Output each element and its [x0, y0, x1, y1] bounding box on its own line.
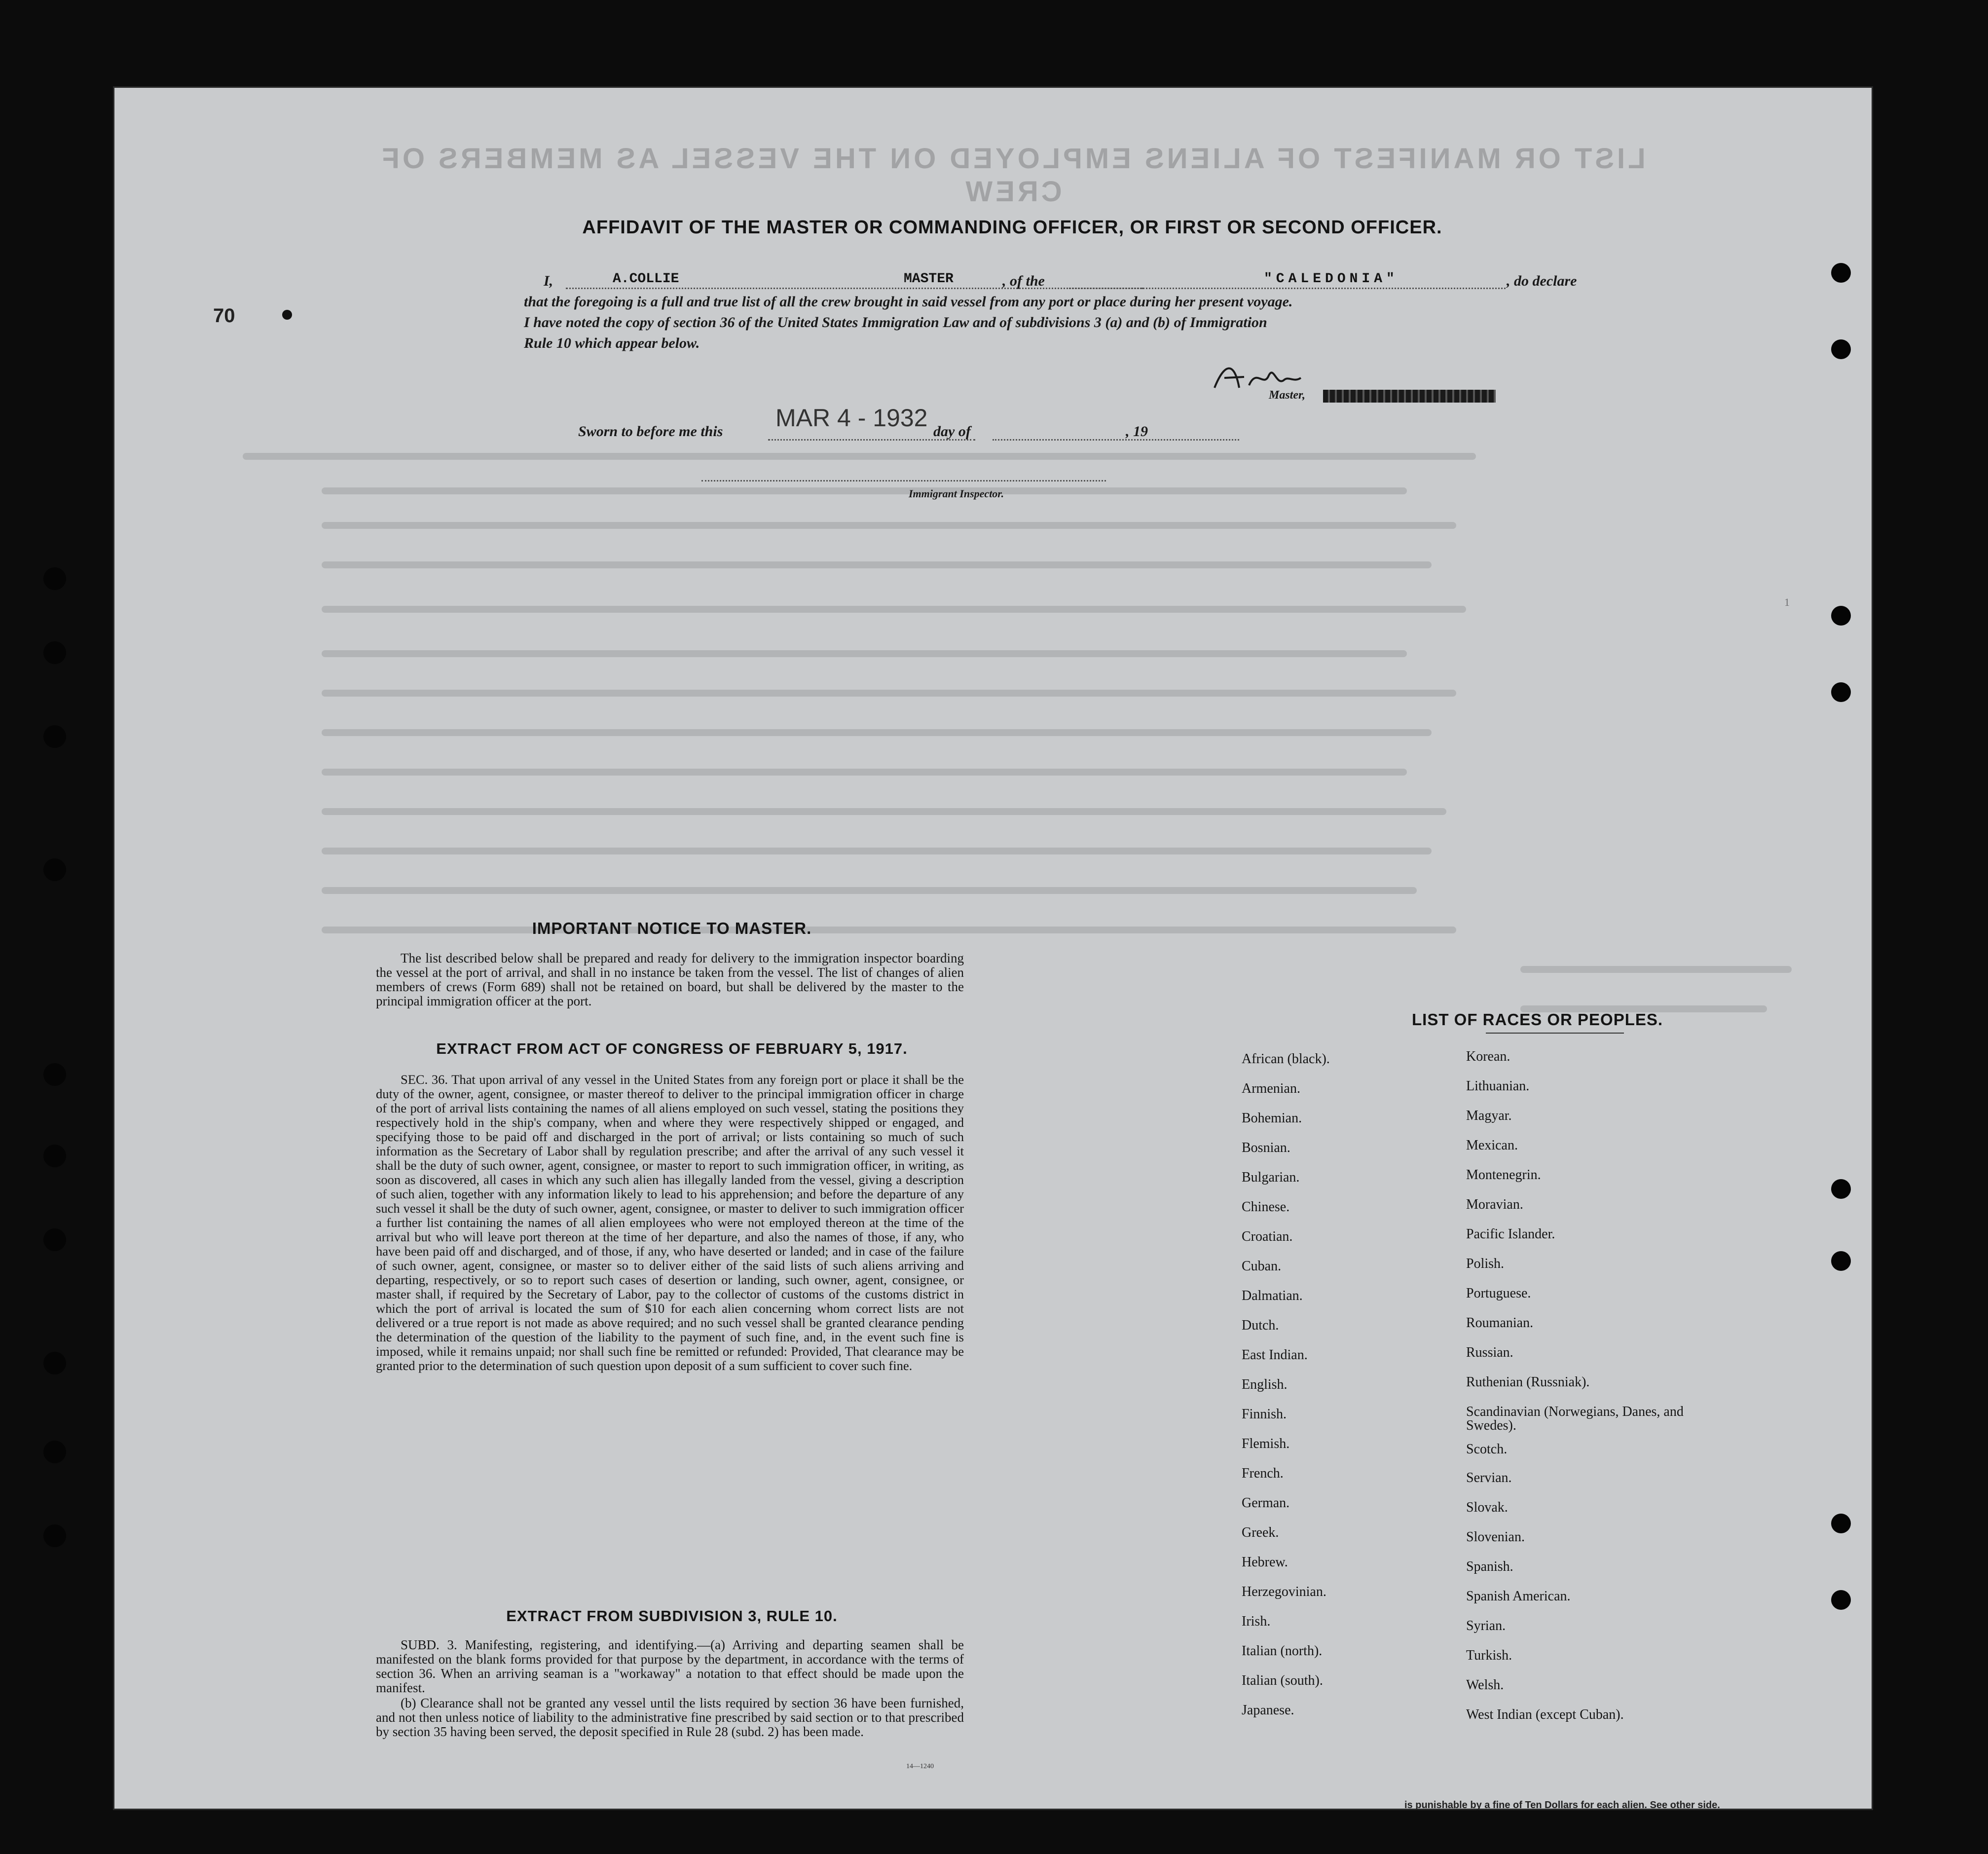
affidavit-line-2: that the foregoing is a full and true list of all the crew brought in said vessel from any port or place during her present voyage. — [524, 294, 1293, 310]
name-rank-line — [566, 288, 1143, 289]
races-heading: LIST OF RACES OR PEOPLES. — [1412, 1010, 1663, 1029]
binding-hole — [1831, 1179, 1851, 1199]
race-item: Syrian. — [1466, 1618, 1506, 1633]
bleed-row — [322, 487, 1407, 494]
race-item: German. — [1242, 1495, 1290, 1511]
bleed-row — [322, 808, 1446, 815]
binding-hole — [43, 1145, 66, 1167]
bleed-row — [322, 848, 1432, 854]
races-left-column — [1242, 1052, 1459, 1733]
binding-hole — [1831, 1590, 1851, 1610]
date-stamp: MAR 4 - 1932 — [775, 404, 928, 432]
rule-heading: EXTRACT FROM SUBDIVISION 3, RULE 10. — [506, 1607, 838, 1625]
bleed-row — [322, 729, 1432, 736]
race-item: Mexican. — [1466, 1138, 1518, 1153]
day-of-label: day of — [933, 423, 971, 440]
race-item: Korean. — [1466, 1049, 1510, 1064]
binding-hole — [1831, 606, 1851, 626]
of-the-label: , of the — [1002, 273, 1045, 289]
race-item: Slovenian. — [1466, 1529, 1525, 1545]
binding-hole — [1831, 339, 1851, 359]
races-right-column — [1466, 1050, 1723, 1738]
race-item: Greek. — [1242, 1525, 1279, 1540]
race-item: Lithuanian. — [1466, 1078, 1530, 1094]
race-item: French. — [1242, 1466, 1284, 1481]
binding-hole — [1831, 263, 1851, 283]
notice-heading: IMPORTANT NOTICE TO MASTER. — [532, 919, 812, 937]
race-item: Moravian. — [1466, 1197, 1523, 1212]
bleed-row — [322, 690, 1456, 697]
races-heading-rule — [1486, 1033, 1624, 1034]
binding-hole — [43, 567, 66, 590]
race-item: Dalmatian. — [1242, 1288, 1303, 1303]
race-item: Russian. — [1466, 1345, 1513, 1360]
race-item: Ruthenian (Russniak). — [1466, 1374, 1590, 1390]
race-item: Japanese. — [1242, 1703, 1294, 1718]
inspector-line — [701, 480, 1106, 482]
master-rank: MASTER — [904, 271, 954, 287]
race-item: Welsh. — [1466, 1677, 1504, 1693]
year-prefix: , 19 — [1126, 423, 1148, 440]
race-item: Irish. — [1242, 1614, 1271, 1629]
manifest-page: LIST OR MANIFEST OF ALIENS EMPLOYED ON THE VESSEL AS MEMBERS OF CREW AFFIDAVIT OF THE MASTER OR COMMANDING OFFICER, OR FIRST OR SECOND OFFICER. I, A.COLLIE MASTER , of the "CALEDONIA" , do declare that the foregoing is a full and true list of all the crew brought in said vessel from any port or place during her present voyage. I have noted the copy of section 36 of the United States Immigration Law and of subdivisions 3 (a) and (b) of Immigration Rule 10 which appear below. 70 Master, Sworn to before me this MAR 4 - 1932 day of , 19 Immigrant Inspector. 1 IMPORTANT NOTICE TO MASTER. The list described below shall be prepared and ready for delivery to the immigration inspector boarding the vessel at the port of arrival, and shall in no instance be taken from the vessel. The list of changes of alien members of crews (Form 689) shall not be retained on board, but shall be delivered by the master to the principal immigration officer at the port. EXTRACT FROM ACT OF CONGRESS OF FEBRUARY 5, 1917. SEC. 36. That upon arrival of any vessel in the United States from any foreign port or place it shall be the duty of the owner, agent, consignee, or master thereof to deliver to the principal immigration officer in charge of the port of arrival lists containing the names of all aliens employed on such vessel, stating the positions they respectively hold in the ship's company, when and where they were respectively shipped or engaged, and specifying those to be paid off and discharged in the port of arrival; or lists containing so much of such information as the Secretary of Labor shall by regulation prescribe; and after the arrival of any such vessel it shall be the duty of such owner, agent, consignee, or master to report to such immigration officer, in writing, as soon as discovered, all cases in which any such alien has illegally landed from the vessel, giving a description of such alien, together with any information likely to lead to his apprehension; and before the departure of any such vessel it shall be the duty of such owner, agent, consignee, or master to deliver to such immigration officer a further list containing the names of all alien employees who were not employed thereon at the time of the arrival but who will leave port thereon at the time of her departure, and also the names of those, if any, who have been paid off and discharged, and of those, if any, who have deserted or landed; and in case of the failure of such owner, agent, consignee, or master so to deliver either of the said lists of such aliens arriving and departing, respectively, or so to report such cases of desertion or landing, such owner, agent, consignee, or master shall, if required by the Secretary of Labor, pay to the collector of customs of the customs district in which the port of arrival is located the sum of $10 for each alien concerning whom correct lists are not delivered or a true report is not made as above required; and no such vessel shall be granted clearance pending the determination of the question of the liability to the payment of such fine, and, in the event such fine is imposed, while it remains unpaid; nor shall such fine be remitted or refunded: Provided, That clearance may be granted prior to the determination of such question upon deposit of a sum sufficient to cover such fine. EXTRACT FROM SUBDIVISION 3, RULE 10. SUBD. 3. Manifesting, registering, and identifying.—(a) Arriving and departing seamen shall be manifested on the blank forms provided for that purpose by the department, in accordance with the terms of section 36. When an arriving seaman is a "workaway" a notation to that effect should be made upon the manifest. (b) Clearance shall not be granted any vessel until the lists required by section 36 have been furnished, and not then unless notice of liability to the administrative fine prescribed by said section or to that prescribed by section 35 having been served, the deposit specified in Rule 28 (subd. 2) has been made. 14—1240 LIST OF RACES OR PEOPLES. African (black). Armenian. Bohemian. Bosnian. Bulgarian. Chinese. Croatian. Cuban. Dalmatian. Dutch. East Indian. English. Finnish. Flemish. French. German. Greek. Hebrew. Herzegovinian. Irish. Italian (north). Italian (south). Japanese. Korean. Lithuanian. Magyar. Mexican. Montenegrin. Moravian. Pacific Islander. Polish. Portuguese. Roumanian. Russian. Ruthenian (Russniak). Scandinavian (Norwegians, Danes, and Swedes). Scotch. Servian. Slovak. Slovenian. Spanish. Spanish American. Syrian. Turkish. Welsh. West Indian (except Cuban). is punishable by a fine of Ten Dollars for each alien. See other side. — [114, 88, 1872, 1809]
race-item: Croatian. — [1242, 1229, 1293, 1244]
margin-dot — [282, 310, 292, 320]
race-item: Spanish. — [1466, 1559, 1513, 1574]
bleed-row — [322, 522, 1456, 529]
sworn-label: Sworn to before me this — [578, 423, 723, 440]
month-line — [993, 439, 1239, 441]
race-item: English. — [1242, 1377, 1288, 1392]
binding-hole — [43, 1352, 66, 1374]
bleed-row — [322, 887, 1417, 894]
do-declare-label: , do declare — [1507, 273, 1577, 289]
form-number: 14—1240 — [906, 1763, 934, 1770]
race-item: West Indian (except Cuban). — [1466, 1707, 1624, 1722]
binding-hole — [43, 641, 66, 664]
binding-hole — [43, 1524, 66, 1547]
race-item: African (black). — [1242, 1051, 1330, 1067]
vessel-name: "CALEDONIA" — [1264, 271, 1399, 287]
race-item: Cuban. — [1242, 1259, 1282, 1274]
act-heading: EXTRACT FROM ACT OF CONGRESS OF FEBRUARY 5, 1917. — [436, 1040, 908, 1057]
race-item: East Indian. — [1242, 1347, 1308, 1363]
race-item: Scotch. — [1466, 1442, 1508, 1457]
bleed-row — [322, 769, 1407, 776]
vessel-line — [1067, 288, 1506, 289]
race-item: Chinese. — [1242, 1199, 1290, 1215]
footer-note: is punishable by a fine of Ten Dollars for each alien. See other side. — [1404, 1800, 1720, 1811]
race-item: Turkish. — [1466, 1648, 1512, 1663]
race-item: Bohemian. — [1242, 1111, 1302, 1126]
binding-hole — [1831, 1251, 1851, 1271]
binding-hole — [43, 1063, 66, 1086]
affidavit-title: AFFIDAVIT OF THE MASTER OR COMMANDING OFFICER, OR FIRST OR SECOND OFFICER. — [582, 217, 1442, 238]
race-item: Pacific Islander. — [1466, 1226, 1555, 1242]
binding-hole — [1831, 682, 1851, 702]
race-item: Magyar. — [1466, 1108, 1512, 1123]
race-item: Italian (north). — [1242, 1643, 1323, 1659]
affidavit-line-4: Rule 10 which appear below. — [524, 335, 700, 351]
race-item: Italian (south). — [1242, 1673, 1323, 1688]
master-name: A.COLLIE — [613, 271, 679, 287]
race-item: Slovak. — [1466, 1500, 1508, 1515]
race-item: Hebrew. — [1242, 1555, 1288, 1570]
binding-hole — [43, 1441, 66, 1463]
race-item: Montenegrin. — [1466, 1167, 1541, 1183]
bleed-row — [322, 650, 1407, 657]
bleed-row — [1520, 966, 1792, 973]
race-item: Bulgarian. — [1242, 1170, 1300, 1185]
binding-hole — [43, 858, 66, 881]
bleed-through-title: LIST OR MANIFEST OF ALIENS EMPLOYED ON THE VESSEL AS MEMBERS OF CREW — [379, 143, 1646, 208]
race-item: Dutch. — [1242, 1318, 1279, 1333]
master-label: Master, — [1269, 389, 1306, 402]
binding-hole — [43, 1228, 66, 1251]
race-item: Flemish. — [1242, 1436, 1290, 1451]
notice-text: The list described below shall be prepared and ready for delivery to the immigration inspector boarding the vessel at the port of arrival, and shall in no instance be taken from the vessel. The list of changes of alien members of crews (Form 689) shall not be retained on board, but shall be delivered by the master to the principal immigration officer at the port. — [376, 951, 964, 1008]
rule-text-b: (b) Clearance shall not be granted any vessel until the lists required by section 36 have been furnished, and not then unless notice of liability to the administrative fine prescribed by said section or to that prescribed by section 35 having been served, the deposit specified in Rule 28 (subd. 2) has been made. — [376, 1696, 964, 1739]
race-item: Portuguese. — [1466, 1286, 1531, 1301]
bleed-row — [322, 561, 1432, 568]
race-item: Finnish. — [1242, 1407, 1287, 1422]
struck-out-title — [1323, 390, 1496, 403]
race-item: Bosnian. — [1242, 1140, 1290, 1155]
affidavit-i-label: I, — [544, 273, 553, 289]
race-item: Armenian. — [1242, 1081, 1300, 1096]
race-item: Roumanian. — [1466, 1315, 1534, 1331]
race-item: Spanish American. — [1466, 1589, 1571, 1604]
binding-hole — [43, 725, 66, 748]
bleed-row — [243, 453, 1476, 460]
act-text: SEC. 36. That upon arrival of any vessel in the United States from any foreign port or place it shall be the duty of the owner, agent, consignee, or master thereof to deliver to the principal immigration officer in charge of the port of arrival lists containing the names of all aliens employed on such vessel, stating the positions they respectively hold in the ship's company, when and where they were respectively shipped or engaged, and specifying those to be paid off and discharged in the port of arrival; or lists containing so much of such information as the Secretary of Labor shall by regulation prescribe; and after the arrival of any such vessel it shall be the duty of such owner, agent, consignee, or master to report to such immigration officer, in writing, as soon as discovered, all cases in which any such alien has illegally landed from the vessel, giving a description of such alien, together with any information likely to lead to his apprehension; and before the departure of any such vessel it shall be the duty of such owner, agent, consignee, or master to deliver to such immigration officer a further list containing the names of all alien employees who were not employed thereon at the time of the arrival but who will leave port thereon at the time of her departure, and also the names of those, if any, who have been paid off and discharged, and of those, if any, who have deserted or landed; and in case of the failure of such owner, agent, consignee, or master so to deliver either of the said lists of such aliens arriving and departing, respectively, or so to report such cases of desertion or landing, such owner, agent, consignee, or master shall, if required by the Secretary of Labor, pay to the collector of customs of the customs district in which the port of arrival is located the sum of $10 for each alien concerning whom correct lists are not delivered or a true report is not made as above required; and no such vessel shall be granted clearance pending the determination of the question of the liability to the payment of such fine, and, in the event such fine is imposed, while it remains unpaid; nor shall such fine be remitted or refunded: Provided, That clearance may be granted prior to the determination of such question upon deposit of a sum sufficient to cover such fine. — [376, 1072, 964, 1373]
race-item: Scandinavian (Norwegians, Danes, and Swedes). — [1466, 1404, 1684, 1433]
race-item: Servian. — [1466, 1470, 1512, 1485]
affidavit-line-3: I have noted the copy of section 36 of the United States Immigration Law and of subdivisions 3 (a) and (b) of Immigration — [524, 314, 1267, 331]
race-item: Polish. — [1466, 1256, 1505, 1271]
race-item: Herzegovinian. — [1242, 1584, 1326, 1599]
rule-text-a: SUBD. 3. Manifesting, registering, and identifying.—(a) Arriving and departing seamen shall be manifested on the blank forms provided for that purpose by the department, in accordance with the terms of section 36. When an arriving seaman is a "workaway" a notation to that effect should be made upon the manifest. — [376, 1637, 964, 1695]
margin-number: 70 — [213, 305, 235, 327]
inspector-label: Immigrant Inspector. — [909, 487, 1004, 500]
bleed-row — [322, 606, 1466, 613]
binding-hole — [1831, 1514, 1851, 1533]
